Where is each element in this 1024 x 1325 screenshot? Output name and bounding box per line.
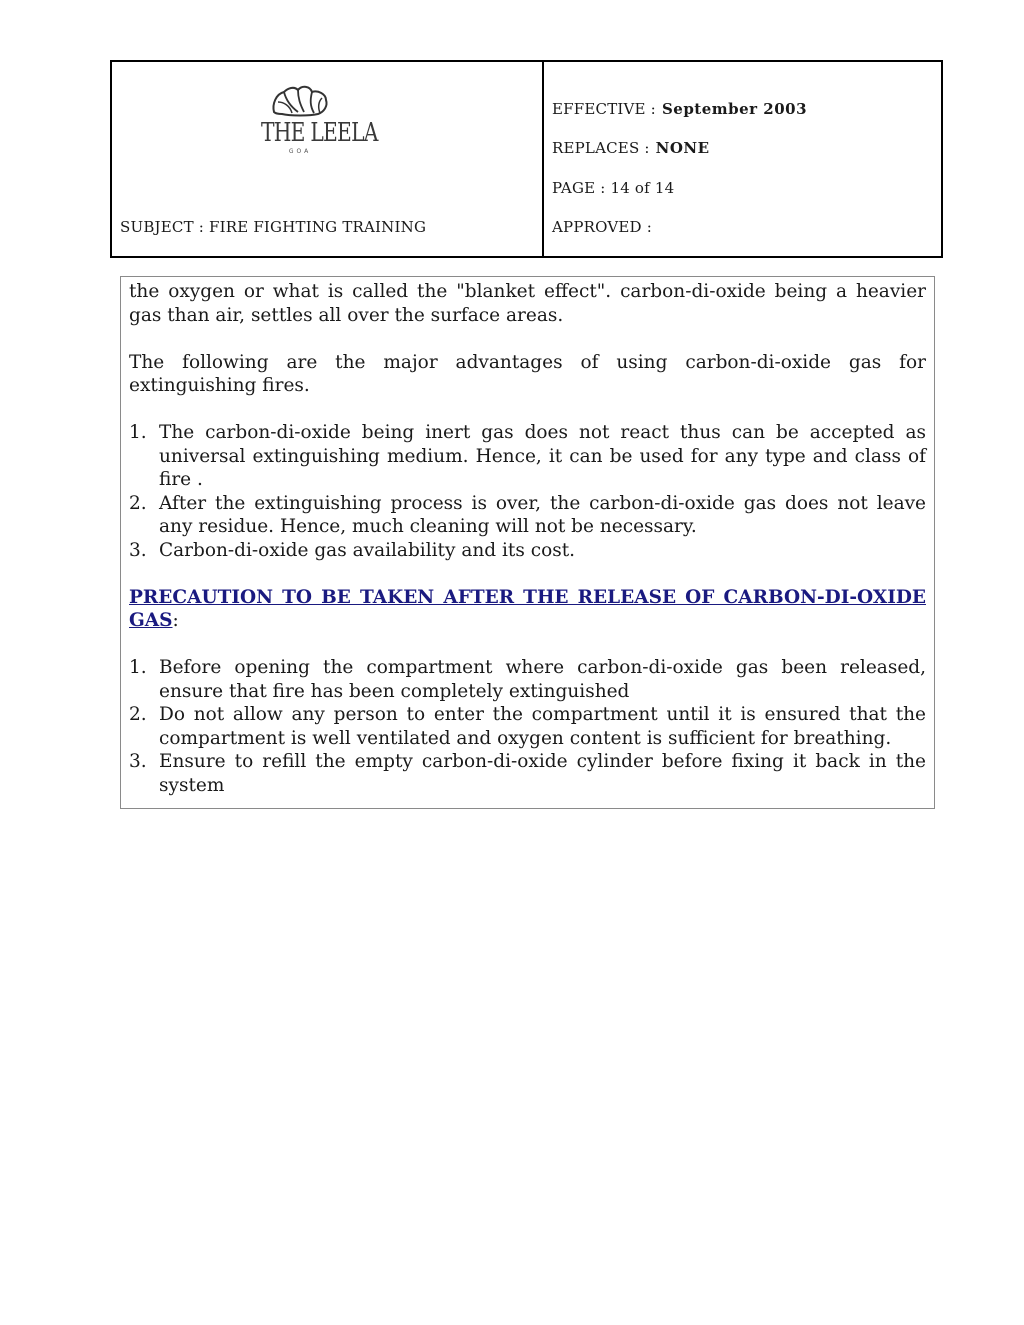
approved-label: APPROVED : [552, 218, 652, 236]
list-text: Before opening the compartment where carbon-di-oxide gas been released, ensure that fire has been completely extinguished [159, 657, 926, 702]
content-box [120, 276, 935, 809]
list-item [129, 492, 926, 539]
page-number: PAGE : 14 of 14 [552, 179, 675, 197]
document-header [110, 60, 943, 258]
list-number: 2. [129, 704, 147, 725]
precaution-heading-text: PRECAUTION TO BE TAKEN AFTER THE RELEASE OF CARBON-DI-OXIDE GAS [129, 586, 926, 631]
heading-colon: : [172, 610, 179, 631]
precaution-heading [129, 586, 926, 633]
precautions-list [129, 656, 926, 797]
leela-logo [250, 84, 378, 174]
advantages-intro: The following are the major advantages of using carbon-di-oxide gas for extinguishing fires. [129, 351, 926, 396]
header-right-cell [544, 62, 941, 256]
flower-logo-icon [270, 84, 330, 118]
list-number: 2. [129, 492, 147, 514]
list-item [129, 421, 926, 492]
list-text: The carbon-di-oxide being inert gas does not react thus can be accepted as universal extinguishing medium. Hence, it can be used for any type and class of fire . [159, 422, 926, 490]
list-item [129, 656, 926, 703]
list-number: 3. [129, 751, 147, 772]
effective-label: EFFECTIVE : [552, 100, 656, 118]
list-item [129, 539, 926, 563]
list-item [129, 750, 926, 797]
replaces-value: NONE [655, 139, 710, 157]
list-item [129, 703, 926, 750]
list-text: After the extinguishing process is over, the carbon-di-oxide gas does not leave any residue. Hence, much cleaning will not be necessary. [159, 492, 926, 537]
logo-wordmark: THE LEELA [261, 118, 378, 148]
list-text: Ensure to refill the empty carbon-di-oxide cylinder before fixing it back in the system [159, 751, 926, 796]
effective-value: September 2003 [661, 100, 808, 118]
intro-paragraph: the oxygen or what is called the "blanket effect". carbon-di-oxide being a heavier gas than air, settles all over the surface areas. [129, 281, 926, 326]
list-number: 1. [129, 657, 147, 678]
logo-subtitle: GOA [288, 148, 312, 155]
header-left-cell [112, 62, 544, 256]
list-number: 3. [129, 539, 147, 561]
subject-label: SUBJECT : FIRE FIGHTING TRAINING [120, 218, 427, 236]
list-number: 1. [129, 422, 147, 443]
replaces-row [552, 139, 710, 157]
list-text: Carbon-di-oxide gas availability and its cost. [159, 539, 576, 561]
replaces-label: REPLACES : [552, 139, 650, 157]
list-text: Do not allow any person to enter the compartment until it is ensured that the compartment is well ventilated and oxygen content is sufficient for breathing. [159, 704, 926, 749]
effective-row [552, 100, 807, 118]
advantages-list [129, 421, 926, 562]
